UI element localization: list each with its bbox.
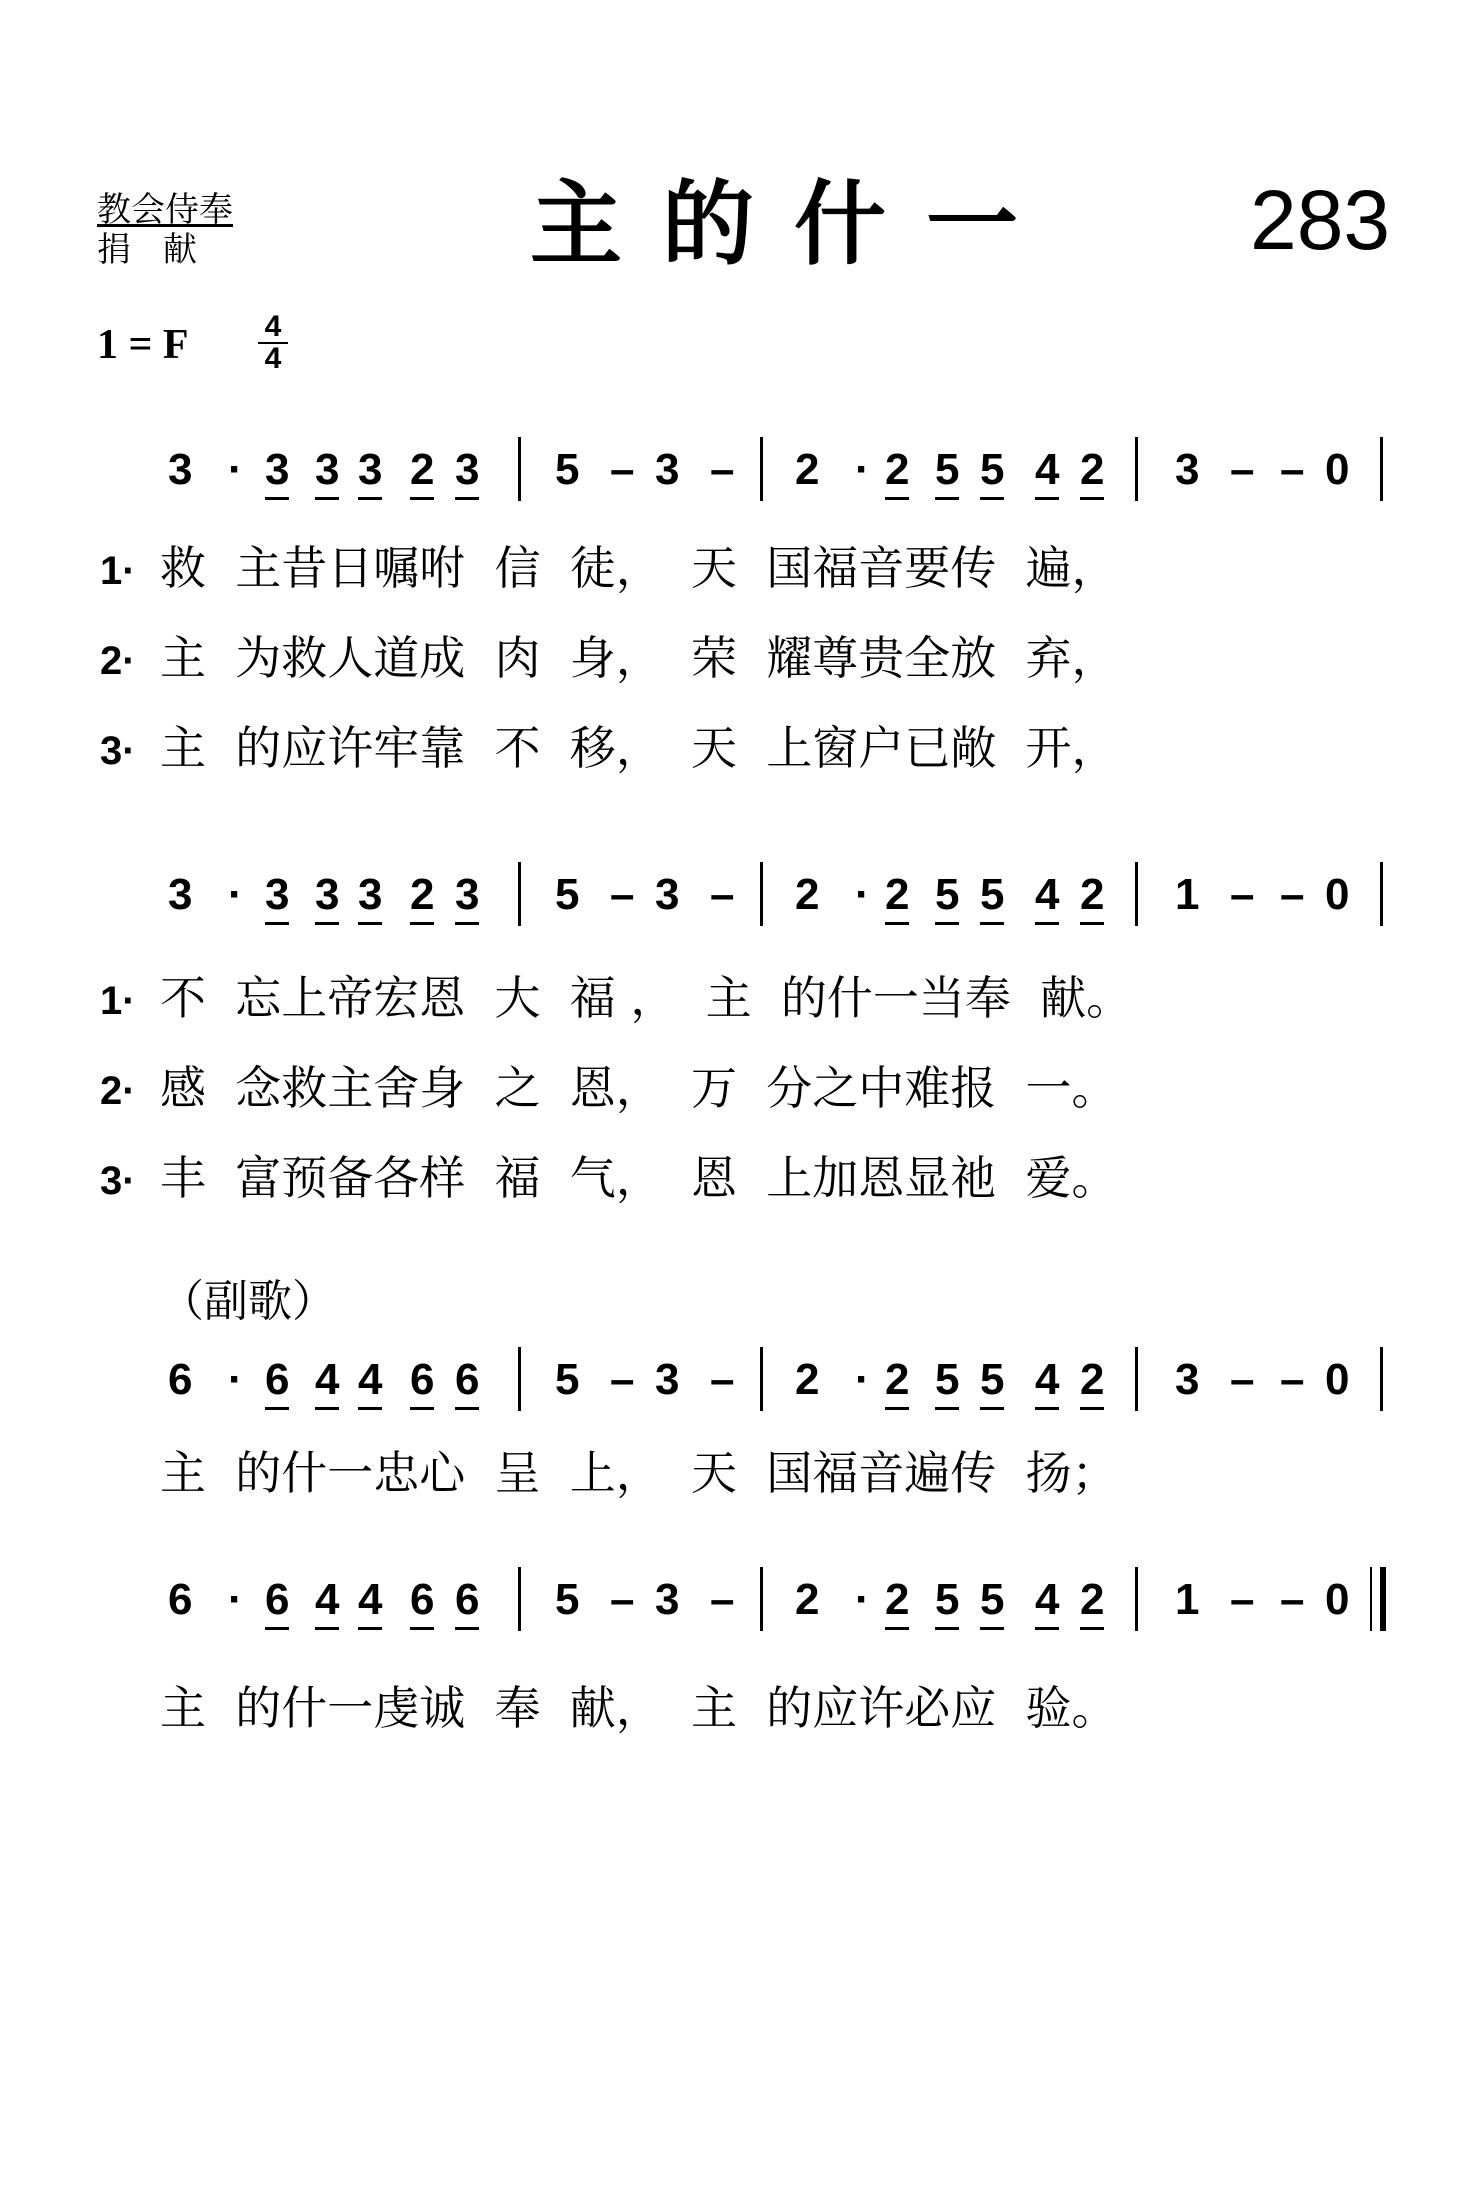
note: 3 [315,870,339,925]
note: 6 [455,1575,479,1630]
note: – [710,870,735,919]
lyric-text: 丰 富预备各样 福 气， 恩 上加恩显祂 爱。 [160,1151,1118,1205]
note: – [610,870,635,919]
note: 2 [885,870,909,925]
note: 6 [265,1575,289,1630]
bar-line [760,862,763,926]
note: 6 [410,1355,434,1410]
lyric-text: 主 的什一虔诚 奉 献， 主 的应许必应 验。 [160,1681,1118,1735]
note: 5 [935,870,959,925]
note: 3 [265,445,289,500]
note: 4 [1035,445,1059,500]
note: 3 [1175,1355,1200,1404]
note: · [228,870,243,919]
note: 0 [1325,445,1350,494]
note: · [855,870,870,919]
note: – [1280,445,1305,494]
bar-line [1135,862,1138,926]
note: 4 [358,1575,382,1630]
note: · [228,445,243,494]
verse-number: 1· [100,549,136,593]
note: · [228,1575,243,1624]
note: – [710,1575,735,1624]
verse-number: 2· [100,1069,136,1113]
note: 4 [315,1575,339,1630]
note: 5 [555,1355,580,1404]
bar-line [1135,1347,1138,1411]
note: 2 [1080,1575,1104,1630]
verse-number: 1· [100,979,136,1023]
note: 3 [265,870,289,925]
note: 2 [410,870,434,925]
note: 0 [1325,870,1350,919]
note: 3 [655,445,680,494]
note: – [1230,1355,1255,1404]
lyric-text: 感 念救主舍身 之 恩， 万 分之中难报 一。 [160,1061,1118,1115]
note: 1 [1175,870,1200,919]
note: 3 [655,1355,680,1404]
lyric-line [100,970,1132,1029]
bar-line [1380,862,1383,926]
note: 5 [980,445,1004,500]
note: 2 [1080,445,1104,500]
note: 2 [885,445,909,500]
category-line-2: 捐献 [97,230,229,270]
note: 0 [1325,1575,1350,1624]
note: 5 [555,445,580,494]
key-signature: 1 = F [97,322,189,368]
note: 5 [980,1575,1004,1630]
lyric-text: 主 的应许牢靠 不 移， 天 上窗户已敞 开， [160,721,1118,775]
lyric-line [100,540,1117,599]
note: 6 [168,1575,193,1624]
bar-line [760,1567,763,1631]
note: 3 [358,870,382,925]
note: 3 [1175,445,1200,494]
time-signature-bottom: 4 [264,342,282,375]
note: – [1280,1355,1305,1404]
note: 2 [795,870,820,919]
note: – [710,445,735,494]
hymn-number: 283 [1250,173,1391,267]
lyric-text: 不 忘上帝宏恩 大 福 ， 主 的什一当奉 献。 [160,971,1133,1025]
chorus-label: （副歌） [160,1276,336,1327]
bar-line [518,437,521,501]
note: 3 [455,445,479,500]
bar-line [518,1347,521,1411]
bar-line [760,1347,763,1411]
lyric-line [100,720,1117,779]
note: · [855,1575,870,1624]
hymn-category [97,190,233,270]
note: – [1230,445,1255,494]
note: 6 [410,1575,434,1630]
note: – [610,1355,635,1404]
note: 0 [1325,1355,1350,1404]
note: – [610,1575,635,1624]
bar-line [1380,1347,1383,1411]
bar-line [1370,1567,1372,1631]
lyric-line [100,1060,1117,1119]
category-line-1: 教会侍奉 [97,190,233,230]
note: – [1230,1575,1255,1624]
note: · [855,445,870,494]
note: 3 [168,445,193,494]
note: – [710,1355,735,1404]
note: 2 [410,445,434,500]
note: 1 [1175,1575,1200,1624]
note: 3 [655,1575,680,1624]
hymn-title: 主的什一 [530,171,1059,278]
note: – [1280,870,1305,919]
verse-number: 2· [100,639,136,683]
lyric-line [100,1680,1117,1736]
note: · [228,1355,243,1404]
lyric-line [100,630,1117,689]
note: 5 [555,1575,580,1624]
lyric-text: 主 的什一忠心 呈 上， 天 国福音遍传 扬； [160,1446,1118,1500]
note: 2 [795,1355,820,1404]
note: 6 [455,1355,479,1410]
lyric-line [100,1445,1117,1501]
bar-line [518,862,521,926]
note: – [610,445,635,494]
lyric-text: 主 为救人道成 肉 身， 荣 耀尊贵全放 弃， [160,631,1118,685]
note: – [1230,870,1255,919]
note: 4 [1035,1355,1059,1410]
note: 2 [1080,1355,1104,1410]
lyric-line [100,1150,1117,1209]
note: 6 [168,1355,193,1404]
note: 5 [935,445,959,500]
time-signature [258,312,288,374]
note: 5 [935,1355,959,1410]
note: 2 [885,1355,909,1410]
note: 5 [555,870,580,919]
note: 2 [795,1575,820,1624]
note: 4 [1035,870,1059,925]
note: 3 [655,870,680,919]
note: 4 [1035,1575,1059,1630]
note: – [1280,1575,1305,1624]
note: 4 [358,1355,382,1410]
note: 2 [795,445,820,494]
note: · [855,1355,870,1404]
verse-number: 3· [100,729,136,773]
note: 4 [315,1355,339,1410]
note: 3 [358,445,382,500]
note: 2 [885,1575,909,1630]
note: 2 [1080,870,1104,925]
note: 5 [935,1575,959,1630]
note: 6 [265,1355,289,1410]
bar-line [1380,1567,1386,1631]
lyric-text: 救 主昔日嘱咐 信 徒， 天 国福音要传 遍， [160,541,1118,595]
note: 3 [455,870,479,925]
note: 3 [168,870,193,919]
note: 5 [980,1355,1004,1410]
bar-line [1135,1567,1138,1631]
note: 5 [980,870,1004,925]
bar-line [518,1567,521,1631]
time-signature-top: 4 [258,312,288,344]
bar-line [760,437,763,501]
note: 3 [315,445,339,500]
verse-number: 3· [100,1159,136,1203]
bar-line [1135,437,1138,501]
bar-line [1380,437,1383,501]
